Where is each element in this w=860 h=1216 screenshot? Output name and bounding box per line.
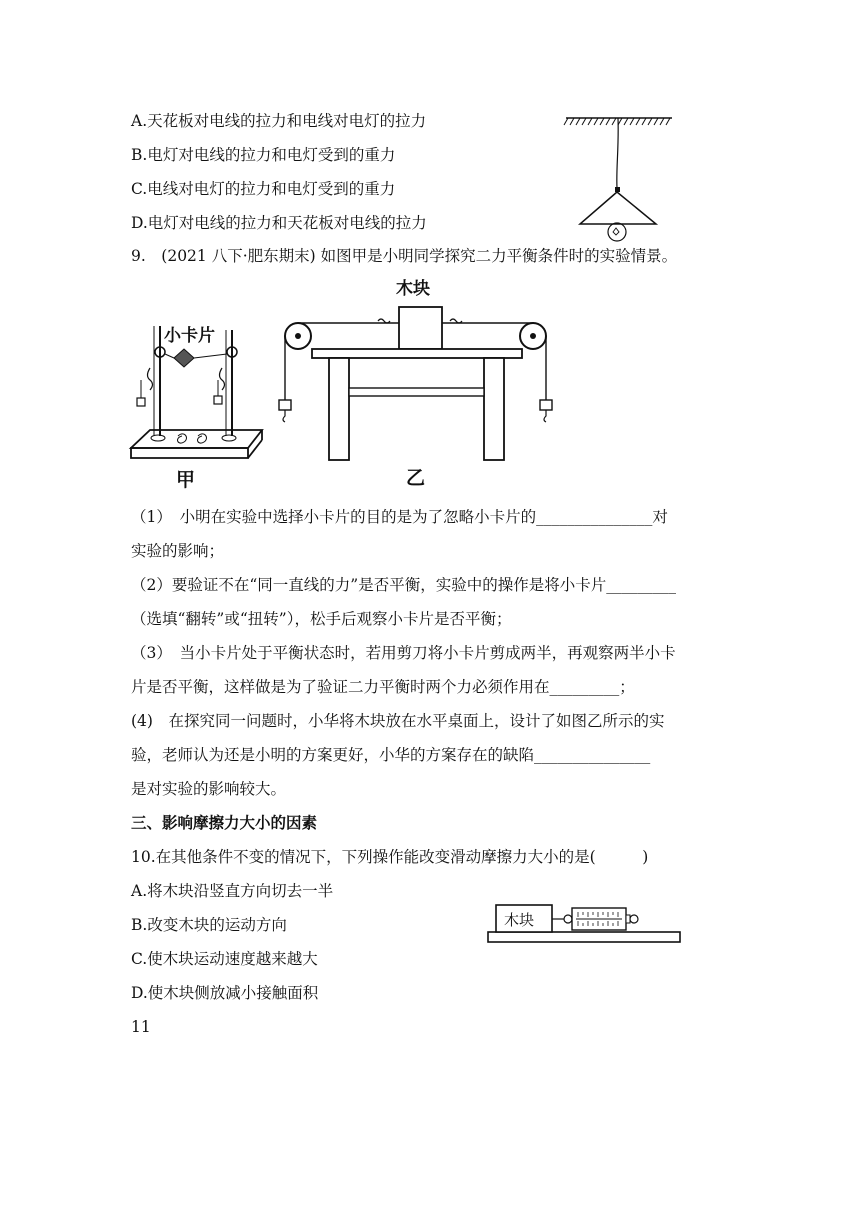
q10-option-c: C.使木块运动速度越来越大 — [131, 950, 318, 968]
q8-option-b: B.电灯对电线的拉力和电灯受到的重力 — [131, 146, 396, 164]
q10-stem: 10.在其他条件不变的情况下，下列操作能改变滑动摩擦力大小的是( ) — [131, 848, 649, 866]
q9-part3-line1: （3） 当小卡片处于平衡状态时，若用剪刀将小卡片剪成两半，再观察两半小卡 — [131, 644, 676, 662]
card-label: 小卡片 — [164, 326, 215, 346]
q10-option-b: B.改变木块的运动方向 — [131, 916, 287, 934]
figure-jia — [128, 318, 268, 490]
q9-part4-line1: (4) 在探究同一问题时，小华将木块放在水平桌面上，设计了如图乙所示的实 — [131, 712, 665, 730]
section-heading: 三、影响摩擦力大小的因素 — [131, 814, 318, 832]
q8-option-d: D.电灯对电线的拉力和天花板对电线的拉力 — [131, 214, 427, 232]
q9-part1-line2: 实验的影响； — [131, 542, 225, 560]
q11-number: 11 — [131, 1018, 151, 1036]
q10-option-d: D.使木块侧放减小接触面积 — [131, 984, 319, 1002]
q9-part2-line1: （2）要验证不在“同一直线的力”是否平衡，实验中的操作是将小卡片_________ — [131, 576, 676, 594]
q9-part1-line1: （1） 小明在实验中选择小卡片的目的是为了忽略小卡片的_______________对 — [131, 508, 668, 526]
q8-option-a: A.天花板对电线的拉力和电线对电灯的拉力 — [131, 112, 427, 130]
q8-option-c: C.电线对电灯的拉力和电灯受到的重力 — [131, 180, 396, 198]
block-label: 木块 — [396, 279, 430, 299]
q9-stem: 9. (2021 八下·肥东期末) 如图甲是小明同学探究二力平衡条件时的实验情景。 — [131, 247, 678, 265]
figure-yi — [272, 270, 562, 490]
q9-part4-line2: 验，老师认为还是小明的方案更好，小华的方案存在的缺陷_______________ — [131, 746, 651, 764]
q9-part3-line2: 片是否平衡，这样做是为了验证二力平衡时两个力必须作用在_________； — [131, 678, 635, 696]
q9-part2-line2: （选填“翻转”或“扭转”），松手后观察小卡片是否平衡； — [131, 610, 512, 628]
fig-jia-caption: 甲 — [176, 469, 196, 490]
fig-yi-caption: 乙 — [406, 467, 426, 489]
q9-part4-line3: 是对实验的影响较大。 — [131, 780, 287, 798]
block-spring-scale-figure — [486, 898, 682, 946]
q10-option-a: A.将木块沿竖直方向切去一半 — [131, 882, 334, 900]
hanging-lamp-figure — [560, 108, 680, 248]
spring-block-label: 木块 — [504, 911, 535, 929]
